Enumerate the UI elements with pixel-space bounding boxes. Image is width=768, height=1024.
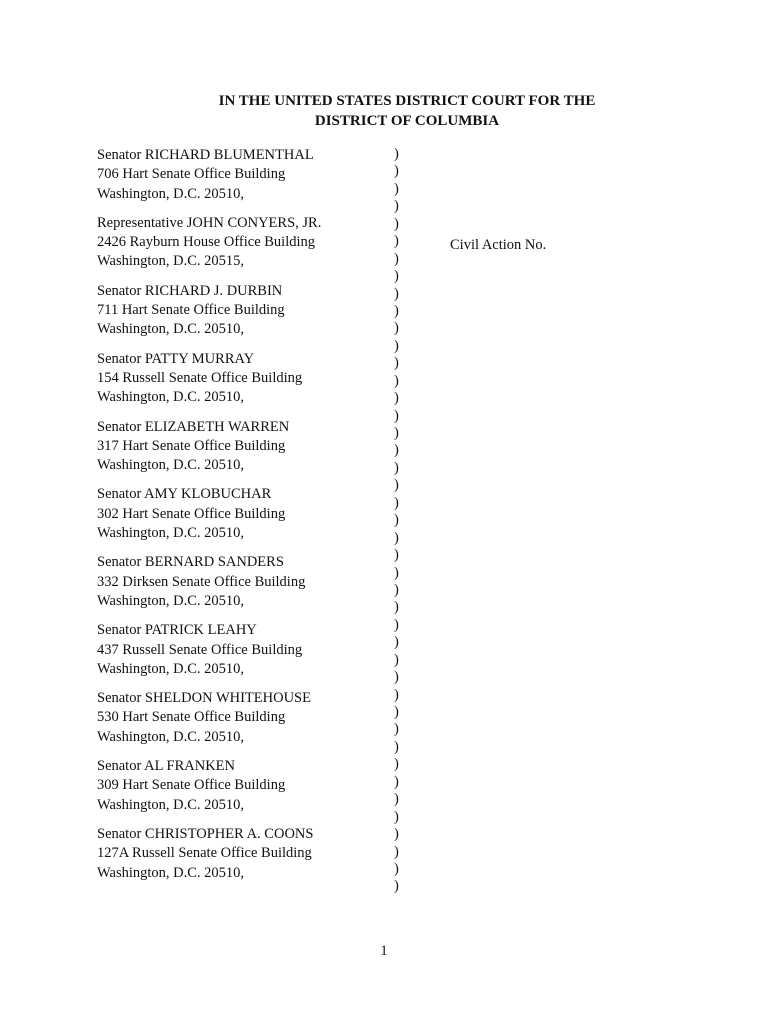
caption-paren: ) <box>394 512 399 529</box>
caption-paren: ) <box>394 721 399 738</box>
plaintiff-city: Washington, D.C. 20510, <box>97 728 245 745</box>
caption-paren: ) <box>394 686 399 703</box>
caption-paren: ) <box>394 250 399 267</box>
plaintiff-block <box>97 689 387 747</box>
caption-paren: ) <box>394 407 399 424</box>
caption-paren: ) <box>394 215 399 232</box>
plaintiff-block <box>97 553 387 611</box>
caption-paren: ) <box>394 843 399 860</box>
plaintiff-block <box>97 350 387 408</box>
caption-paren: ) <box>394 320 399 337</box>
plaintiff-block <box>97 418 387 476</box>
plaintiff-office: 530 Hart Senate Office Building <box>97 709 286 726</box>
court-heading <box>0 91 768 131</box>
caption-paren: ) <box>394 808 399 825</box>
plaintiff-block <box>97 825 387 883</box>
caption-paren: ) <box>394 529 399 546</box>
caption-paren: ) <box>394 302 399 319</box>
court-heading-line-2: DISTRICT OF COLUMBIA <box>314 113 500 129</box>
plaintiff-name: Representative JOHN CONYERS, JR. <box>97 214 322 231</box>
plaintiff-name: Senator RICHARD J. DURBIN <box>97 282 283 299</box>
plaintiff-city: Washington, D.C. 20510, <box>97 864 245 881</box>
caption-paren: ) <box>394 669 399 686</box>
caption-paren: ) <box>394 233 399 250</box>
caption-paren: ) <box>394 180 399 197</box>
caption-paren: ) <box>394 459 399 476</box>
caption-paren: ) <box>394 425 399 441</box>
plaintiff-city: Washington, D.C. 20510, <box>97 321 245 338</box>
plaintiff-block <box>97 621 387 679</box>
caption-paren: ) <box>394 564 399 581</box>
plaintiff-name: Senator PATRICK LEAHY <box>97 622 257 639</box>
plaintiff-name: Senator ELIZABETH WARREN <box>97 418 290 435</box>
caption-paren: ) <box>394 372 399 389</box>
plaintiff-block <box>97 146 387 204</box>
plaintiff-name: Senator AL FRANKEN <box>97 758 236 775</box>
plaintiff-office: 302 Hart Senate Office Building <box>97 505 286 522</box>
caption-paren: ) <box>394 634 399 651</box>
caption-paren: ) <box>394 878 399 895</box>
caption-paren: ) <box>394 198 399 215</box>
plaintiff-name: Senator AMY KLOBUCHAR <box>97 486 272 503</box>
caption-paren: ) <box>394 773 399 790</box>
caption-paren: ) <box>394 651 399 668</box>
caption-paren: ) <box>394 704 399 720</box>
plaintiff-office: 706 Hart Senate Office Building <box>97 166 286 183</box>
caption-paren-column <box>394 146 408 896</box>
plaintiff-office: 309 Hart Senate Office Building <box>97 777 286 794</box>
plaintiff-name: Senator BERNARD SANDERS <box>97 554 284 571</box>
caption-paren: ) <box>394 337 399 354</box>
page-number: 1 <box>380 943 388 959</box>
caption-paren: ) <box>394 146 399 162</box>
plaintiff-office: 437 Russell Senate Office Building <box>97 641 303 658</box>
caption-paren: ) <box>394 581 399 598</box>
plaintiff-city: Washington, D.C. 20510, <box>97 389 245 406</box>
plaintiff-city: Washington, D.C. 20510, <box>97 457 245 474</box>
plaintiff-office: 2426 Rayburn House Office Building <box>97 234 316 251</box>
plaintiff-city: Washington, D.C. 20510, <box>97 592 245 609</box>
plaintiff-city: Washington, D.C. 20510, <box>97 796 245 813</box>
caption-paren: ) <box>394 826 399 843</box>
plaintiff-office: 154 Russell Senate Office Building <box>97 369 303 386</box>
plaintiff-city: Washington, D.C. 20510, <box>97 185 245 202</box>
caption-paren: ) <box>394 494 399 511</box>
plaintiff-city: Washington, D.C. 20510, <box>97 525 245 542</box>
caption-paren: ) <box>394 616 399 633</box>
plaintiff-block <box>97 282 387 340</box>
plaintiff-office: 332 Dirksen Senate Office Building <box>97 573 306 590</box>
caption-paren: ) <box>394 355 399 372</box>
plaintiff-name: Senator SHELDON WHITEHOUSE <box>97 690 311 707</box>
plaintiff-city: Washington, D.C. 20515, <box>97 253 245 270</box>
plaintiff-name: Senator CHRISTOPHER A. COONS <box>97 825 314 842</box>
court-heading-line-1: IN THE UNITED STATES DISTRICT COURT FOR THE <box>218 93 596 109</box>
plaintiff-block <box>97 757 387 815</box>
caption-paren: ) <box>394 547 399 564</box>
caption-paren: ) <box>394 268 399 285</box>
civil-action-label: Civil Action No. <box>450 237 547 253</box>
plaintiff-name: Senator PATTY MURRAY <box>97 350 255 367</box>
caption-paren: ) <box>394 285 399 302</box>
caption-paren: ) <box>394 860 399 877</box>
plaintiff-name: Senator RICHARD BLUMENTHAL <box>97 147 314 163</box>
plaintiff-block <box>97 485 387 543</box>
caption-paren: ) <box>394 599 399 616</box>
caption-paren: ) <box>394 738 399 755</box>
plaintiff-city: Washington, D.C. 20510, <box>97 660 245 677</box>
plaintiff-office: 317 Hart Senate Office Building <box>97 437 286 454</box>
plaintiff-office: 711 Hart Senate Office Building <box>97 302 285 319</box>
plaintiff-block <box>97 214 387 272</box>
caption-paren: ) <box>394 477 399 494</box>
caption-paren: ) <box>394 791 399 808</box>
caption-paren: ) <box>394 390 399 407</box>
caption-paren: ) <box>394 442 399 459</box>
caption-paren: ) <box>394 756 399 773</box>
plaintiff-list <box>97 146 387 893</box>
caption-paren: ) <box>394 163 399 180</box>
plaintiff-office: 127A Russell Senate Office Building <box>97 845 312 862</box>
